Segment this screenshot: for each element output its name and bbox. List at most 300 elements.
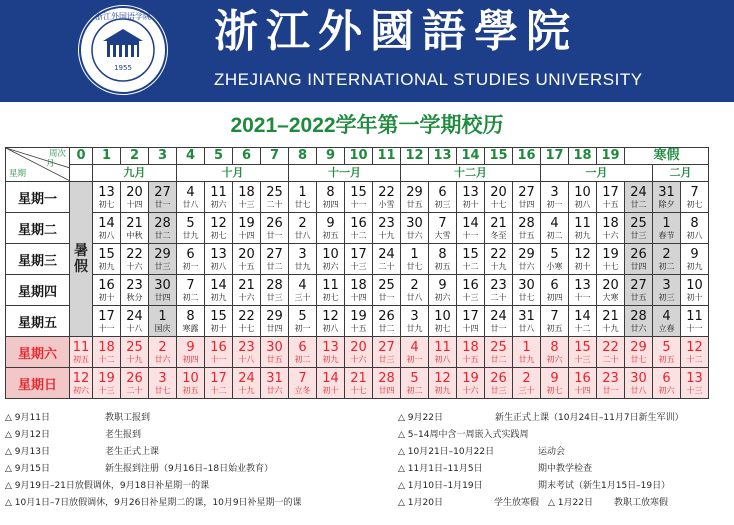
- calendar-date-cell: [569, 213, 597, 244]
- corner-month-label: 月: [46, 159, 55, 169]
- calendar-date-cell: [121, 306, 149, 337]
- date-number: 10: [322, 246, 339, 262]
- calendar-date-cell: [541, 368, 569, 399]
- calendar-date-cell: [149, 182, 177, 213]
- lunar-date: 初六: [322, 261, 339, 271]
- date-number: 14: [462, 215, 479, 231]
- lunar-date: 廿六: [266, 385, 283, 395]
- calendar-date-cell: [121, 244, 149, 275]
- lunar-date: 初九: [98, 261, 115, 271]
- calendar-date-cell: [653, 182, 681, 213]
- lunar-date: 初十: [686, 292, 703, 302]
- date-number: 29: [154, 246, 171, 262]
- week-header: 14: [457, 148, 485, 165]
- calendar-date-cell: [93, 182, 121, 213]
- date-number: 17: [210, 370, 227, 386]
- date-number: 6: [662, 370, 671, 386]
- date-number: 25: [266, 184, 283, 200]
- date-number: 14: [322, 370, 339, 386]
- lunar-date: 十七: [602, 261, 619, 271]
- date-number: 21: [602, 308, 619, 324]
- calendar-date-cell: [205, 306, 233, 337]
- calendar-date-cell: [373, 337, 401, 368]
- date-number: 23: [490, 277, 507, 293]
- note-date: △ 9月13日: [5, 447, 50, 457]
- date-number: 8: [186, 308, 195, 324]
- date-number: 19: [602, 246, 619, 262]
- date-number: 13: [210, 246, 227, 262]
- lunar-date: 廿一: [490, 323, 507, 333]
- lunar-date: 十二: [98, 354, 115, 364]
- lunar-date: 初十: [574, 261, 591, 271]
- weekday-label: 星期日: [6, 368, 70, 399]
- lunar-date: 十七: [350, 385, 367, 395]
- calendar-date-cell: [485, 337, 513, 368]
- date-number: 30: [406, 215, 423, 231]
- calendar-date-cell: [289, 213, 317, 244]
- calendar-date-cell: [205, 213, 233, 244]
- calendar-date-cell: [205, 275, 233, 306]
- date-number: 8: [438, 246, 447, 262]
- calendar-notes: [0, 410, 734, 525]
- calendar-date-cell: [177, 244, 205, 275]
- date-number: 8: [326, 184, 335, 200]
- lunar-date: 廿二: [154, 230, 171, 240]
- date-number: 16: [574, 370, 591, 386]
- date-number: 9: [186, 339, 195, 355]
- calendar-date-cell: [625, 182, 653, 213]
- calendar-date-cell: [457, 182, 485, 213]
- lunar-date: 春节: [658, 230, 675, 240]
- month-header-november: 十一月: [289, 165, 401, 182]
- date-number: 10: [574, 184, 591, 200]
- calendar-date-cell: [373, 244, 401, 275]
- date-number: 9: [326, 215, 335, 231]
- calendar-date-cell: [177, 213, 205, 244]
- calendar-date-cell: [569, 337, 597, 368]
- header-banner: [0, 0, 734, 102]
- lunar-date: 初七: [322, 292, 339, 302]
- calendar-date-cell: [429, 337, 457, 368]
- calendar-date-cell: [429, 275, 457, 306]
- weekday-label: 星期四: [6, 275, 70, 306]
- calendar-date-cell: [541, 337, 569, 368]
- lunar-date: 初四: [182, 354, 199, 364]
- corner-week-label: 周次: [48, 149, 66, 159]
- calendar-date-cell: [345, 244, 373, 275]
- lunar-date: 初六: [434, 292, 451, 302]
- lunar-date: 初七: [210, 230, 227, 240]
- date-number: 21: [490, 215, 507, 231]
- calendar-date-cell: [373, 368, 401, 399]
- note-date: △ 9月15日: [5, 464, 50, 474]
- calendar-date-cell: [70, 337, 93, 368]
- lunar-date: 廿五: [630, 292, 647, 302]
- date-number: 4: [410, 339, 419, 355]
- calendar-date-cell: [513, 337, 541, 368]
- lunar-date: 十八: [126, 323, 143, 333]
- lunar-date: 廿七: [630, 354, 647, 364]
- month-header-september: 九月: [93, 165, 177, 182]
- calendar-date-cell: [289, 306, 317, 337]
- date-number: 28: [378, 370, 395, 386]
- lunar-date: 十一: [462, 230, 479, 240]
- note-date: △ 5–14周中含一周嵌入式实践周: [398, 430, 529, 440]
- note-text: 期中教学检查: [538, 464, 593, 474]
- date-number: 3: [410, 308, 419, 324]
- lunar-date: 十四: [126, 199, 143, 209]
- lunar-date: 初五: [546, 323, 563, 333]
- calendar-date-cell: [177, 306, 205, 337]
- calendar-date-cell: [429, 368, 457, 399]
- date-number: 4: [550, 215, 559, 231]
- date-number: 17: [602, 184, 619, 200]
- date-number: 30: [266, 339, 283, 355]
- date-number: 27: [518, 184, 535, 200]
- lunar-date: 初七: [434, 323, 451, 333]
- calendar-date-cell: [653, 306, 681, 337]
- university-logo: [78, 5, 168, 95]
- lunar-date: 廿九: [406, 323, 423, 333]
- date-number: 20: [490, 184, 507, 200]
- calendar-date-cell: [93, 213, 121, 244]
- calendar-date-cell: [625, 275, 653, 306]
- calendar-date-cell: [681, 182, 709, 213]
- lunar-date: 十三: [574, 354, 591, 364]
- date-number: 5: [298, 308, 307, 324]
- lunar-date: 廿三: [266, 292, 283, 302]
- month-header-october: 十月: [177, 165, 289, 182]
- lunar-date: 十七: [238, 323, 255, 333]
- header-corner: [6, 148, 70, 182]
- date-number: 20: [350, 339, 367, 355]
- lunar-date: 初十: [322, 385, 339, 395]
- date-number: 23: [126, 277, 143, 293]
- calendar-date-cell: [429, 306, 457, 337]
- calendar-date-cell: [681, 275, 709, 306]
- calendar-date-cell: [317, 275, 345, 306]
- date-number: 15: [210, 308, 227, 324]
- calendar-date-cell: [653, 213, 681, 244]
- calendar-date-cell: [681, 213, 709, 244]
- date-number: 15: [350, 184, 367, 200]
- lunar-date: 廿二: [630, 199, 647, 209]
- note-date: △ 10月21日–10月22日: [398, 447, 495, 457]
- lunar-date: 廿五: [518, 230, 535, 240]
- note-date: △ 9月11日: [5, 413, 50, 423]
- calendar-date-cell: [317, 337, 345, 368]
- date-number: 11: [686, 308, 703, 324]
- lunar-date: 十五: [602, 199, 619, 209]
- calendar-date-cell: [345, 213, 373, 244]
- note-date: △ 1月10日–1月19日: [398, 481, 483, 491]
- lunar-date: 十六: [462, 385, 479, 395]
- date-number: 13: [574, 277, 591, 293]
- date-number: 16: [210, 339, 227, 355]
- calendar-date-cell: [541, 275, 569, 306]
- date-number: 6: [298, 339, 307, 355]
- calendar-date-cell: [149, 306, 177, 337]
- calendar-date-cell: [401, 182, 429, 213]
- weekday-label: 星期三: [6, 244, 70, 275]
- week-header: 1: [93, 148, 121, 165]
- week-header: 10: [345, 148, 373, 165]
- note-text: 期末考试（新生1月15日–19日）: [538, 481, 671, 491]
- lunar-date: 廿三: [490, 385, 507, 395]
- note-date: △ 10月1日–7日放假调休，9月26日补星期二的课，10月9日补星期一的课: [5, 498, 302, 508]
- date-number: 13: [322, 339, 339, 355]
- date-number: 4: [298, 277, 307, 293]
- date-number: 9: [550, 370, 559, 386]
- calendar-date-cell: [261, 337, 289, 368]
- calendar-date-cell: [625, 337, 653, 368]
- lunar-date: 十三: [350, 261, 367, 271]
- week-header: 0: [70, 148, 93, 165]
- lunar-date: 廿二: [490, 354, 507, 364]
- calendar-date-cell: [373, 275, 401, 306]
- calendar-grid: [5, 147, 709, 399]
- lunar-date: 廿三: [154, 261, 171, 271]
- lunar-date: 初五: [658, 354, 675, 364]
- calendar-date-cell: [289, 337, 317, 368]
- lunar-date: 廿七: [518, 292, 535, 302]
- corner-day-label: 星期: [9, 169, 27, 179]
- calendar-date-cell: [485, 213, 513, 244]
- lunar-date: 廿四: [630, 261, 647, 271]
- calendar-date-cell: [485, 368, 513, 399]
- date-number: 28: [266, 277, 283, 293]
- lunar-date: 十九: [490, 261, 507, 271]
- lunar-date: 十四: [574, 385, 591, 395]
- lunar-date: 初七: [546, 385, 563, 395]
- calendar-date-cell: [569, 275, 597, 306]
- lunar-date: 初三: [658, 292, 675, 302]
- note-text: 新生报到注册（9月16日–18日始业教育）: [105, 464, 274, 474]
- date-number: 27: [154, 184, 171, 200]
- lunar-date: 廿五: [266, 354, 283, 364]
- lunar-date: 廿二: [378, 323, 395, 333]
- date-number: 12: [322, 308, 339, 324]
- calendar-date-cell: [149, 213, 177, 244]
- lunar-date: 初十: [210, 323, 227, 333]
- lunar-date: 二十: [490, 292, 507, 302]
- lunar-date: 立春: [658, 323, 675, 333]
- calendar-date-cell: [205, 368, 233, 399]
- week-header: 5: [205, 148, 233, 165]
- date-number: 19: [98, 370, 115, 386]
- date-number: 5: [662, 339, 671, 355]
- date-number: 11: [574, 215, 591, 231]
- month-header-february: 二月: [653, 165, 709, 182]
- week-header: 11: [373, 148, 401, 165]
- calendar-date-cell: [93, 275, 121, 306]
- calendar-date-cell: [457, 337, 485, 368]
- lunar-date: 十一: [686, 323, 703, 333]
- calendar-date-cell: [261, 368, 289, 399]
- calendar-date-cell: [541, 244, 569, 275]
- lunar-date: 十一: [350, 199, 367, 209]
- calendar-date-cell: [401, 244, 429, 275]
- date-number: 24: [378, 246, 395, 262]
- date-number: 11: [210, 184, 227, 200]
- note-text: 运动会: [538, 447, 566, 457]
- lunar-date: 廿一: [602, 385, 619, 395]
- lunar-date: 冬至: [490, 230, 507, 240]
- week-header: 3: [149, 148, 177, 165]
- lunar-date: 中秋: [126, 230, 143, 240]
- lunar-date: 十一: [98, 323, 115, 333]
- date-number: 24: [490, 308, 507, 324]
- lunar-date: 十九: [126, 354, 143, 364]
- lunar-date: 十九: [602, 323, 619, 333]
- date-number: 7: [690, 184, 699, 200]
- date-number: 17: [350, 246, 367, 262]
- week-header: 9: [317, 148, 345, 165]
- lunar-date: 初九: [574, 230, 591, 240]
- date-number: 12: [72, 370, 90, 386]
- calendar-date-cell: [149, 337, 177, 368]
- date-number: 4: [662, 308, 671, 324]
- lunar-date: 十二: [350, 230, 367, 240]
- lunar-date: 十三: [462, 292, 479, 302]
- lunar-date: 廿六: [518, 261, 535, 271]
- calendar-date-cell: [345, 337, 373, 368]
- date-number: 30: [154, 277, 171, 293]
- date-number: 29: [630, 339, 647, 355]
- date-number: 3: [298, 246, 307, 262]
- date-number: 7: [186, 277, 195, 293]
- calendar-date-cell: [289, 275, 317, 306]
- weekday-label: 星期六: [6, 337, 70, 368]
- calendar-date-cell: [625, 368, 653, 399]
- date-number: 19: [238, 215, 255, 231]
- lunar-date: 十七: [490, 199, 507, 209]
- calendar-date-cell: [401, 306, 429, 337]
- calendar-date-cell: [93, 244, 121, 275]
- lunar-date: 廿五: [406, 199, 423, 209]
- date-number: 17: [98, 308, 115, 324]
- date-number: 20: [126, 184, 143, 200]
- calendar-date-cell: [513, 182, 541, 213]
- calendar-date-cell: [597, 337, 625, 368]
- calendar-date-cell: [569, 306, 597, 337]
- lunar-date: 廿三: [378, 354, 395, 364]
- date-number: 31: [518, 308, 535, 324]
- lunar-date: 廿六: [406, 230, 423, 240]
- calendar-date-cell: [653, 368, 681, 399]
- calendar-table: [5, 147, 709, 399]
- lunar-date: 初二: [182, 292, 199, 302]
- date-number: 2: [662, 246, 671, 262]
- calendar-date-cell: [233, 337, 261, 368]
- date-number: 20: [602, 277, 619, 293]
- date-number: 4: [186, 184, 195, 200]
- note-text: 教职工报到: [105, 413, 151, 423]
- lunar-date: 初十: [462, 199, 479, 209]
- lunar-date: 初六: [73, 385, 89, 395]
- calendar-date-cell: [121, 368, 149, 399]
- date-number: 2: [410, 277, 419, 293]
- weekday-label: 星期一: [6, 182, 70, 213]
- calendar-date-cell: [681, 306, 709, 337]
- date-number: 3: [158, 370, 167, 386]
- calendar-date-cell: [261, 306, 289, 337]
- month-header-january: 一月: [541, 165, 653, 182]
- date-number: 27: [378, 339, 395, 355]
- lunar-date: 廿八: [518, 323, 535, 333]
- weekday-label: 星期五: [6, 306, 70, 337]
- lunar-date: 二十: [602, 354, 619, 364]
- date-number: 30: [630, 370, 647, 386]
- calendar-date-cell: [625, 213, 653, 244]
- date-number: 2: [298, 215, 307, 231]
- calendar-date-cell: [597, 182, 625, 213]
- calendar-date-cell: [569, 244, 597, 275]
- lunar-date: 十三: [98, 385, 115, 395]
- date-number: 18: [350, 277, 367, 293]
- university-name-cn: 浙江外國語學院: [214, 6, 578, 57]
- week-header: 19: [597, 148, 625, 165]
- lunar-date: 初八: [322, 323, 339, 333]
- calendar-date-cell: [233, 368, 261, 399]
- lunar-date: 初六: [546, 354, 563, 364]
- calendar-date-cell: [597, 306, 625, 337]
- date-number: 26: [378, 308, 395, 324]
- calendar-date-cell: [93, 368, 121, 399]
- lunar-date: 初九: [434, 385, 451, 395]
- lunar-date: 初八: [574, 199, 591, 209]
- date-number: 18: [462, 339, 479, 355]
- date-number: 10: [182, 370, 199, 386]
- lunar-date: 初一: [406, 354, 423, 364]
- lunar-date: 十一: [574, 292, 591, 302]
- calendar-date-cell: [317, 306, 345, 337]
- date-number: 1: [410, 246, 419, 262]
- date-number: 25: [630, 215, 647, 231]
- lunar-date: 十六: [350, 354, 367, 364]
- date-number: 26: [126, 370, 143, 386]
- date-number: 3: [662, 277, 671, 293]
- note-date: △ 9月19日–21日放假调休，9月18日补星期一的课: [5, 481, 210, 491]
- lunar-date: 十四: [350, 292, 367, 302]
- calendar-date-cell: [513, 306, 541, 337]
- calendar-date-cell: [401, 213, 429, 244]
- week-header: 2: [121, 148, 149, 165]
- calendar-date-cell: [541, 213, 569, 244]
- date-number: 2: [522, 370, 531, 386]
- calendar-date-cell: [373, 213, 401, 244]
- week-header: 18: [569, 148, 597, 165]
- calendar-date-cell: [317, 244, 345, 275]
- date-number: 22: [126, 246, 143, 262]
- calendar-date-cell: [373, 306, 401, 337]
- lunar-date: 初二: [406, 385, 423, 395]
- date-number: 26: [266, 215, 283, 231]
- lunar-date: 廿九: [182, 230, 199, 240]
- note-date: △ 9月22日: [398, 413, 443, 423]
- calendar-date-cell: [569, 182, 597, 213]
- date-number: 8: [690, 215, 699, 231]
- lunar-date: 廿八: [630, 385, 647, 395]
- date-number: 23: [378, 215, 395, 231]
- lunar-date: 小寒: [546, 261, 563, 271]
- calendar-date-cell: [513, 368, 541, 399]
- date-number: 13: [686, 370, 703, 386]
- date-number: 14: [210, 277, 227, 293]
- date-number: 14: [574, 308, 591, 324]
- date-number: 12: [210, 215, 227, 231]
- calendar-date-cell: [177, 275, 205, 306]
